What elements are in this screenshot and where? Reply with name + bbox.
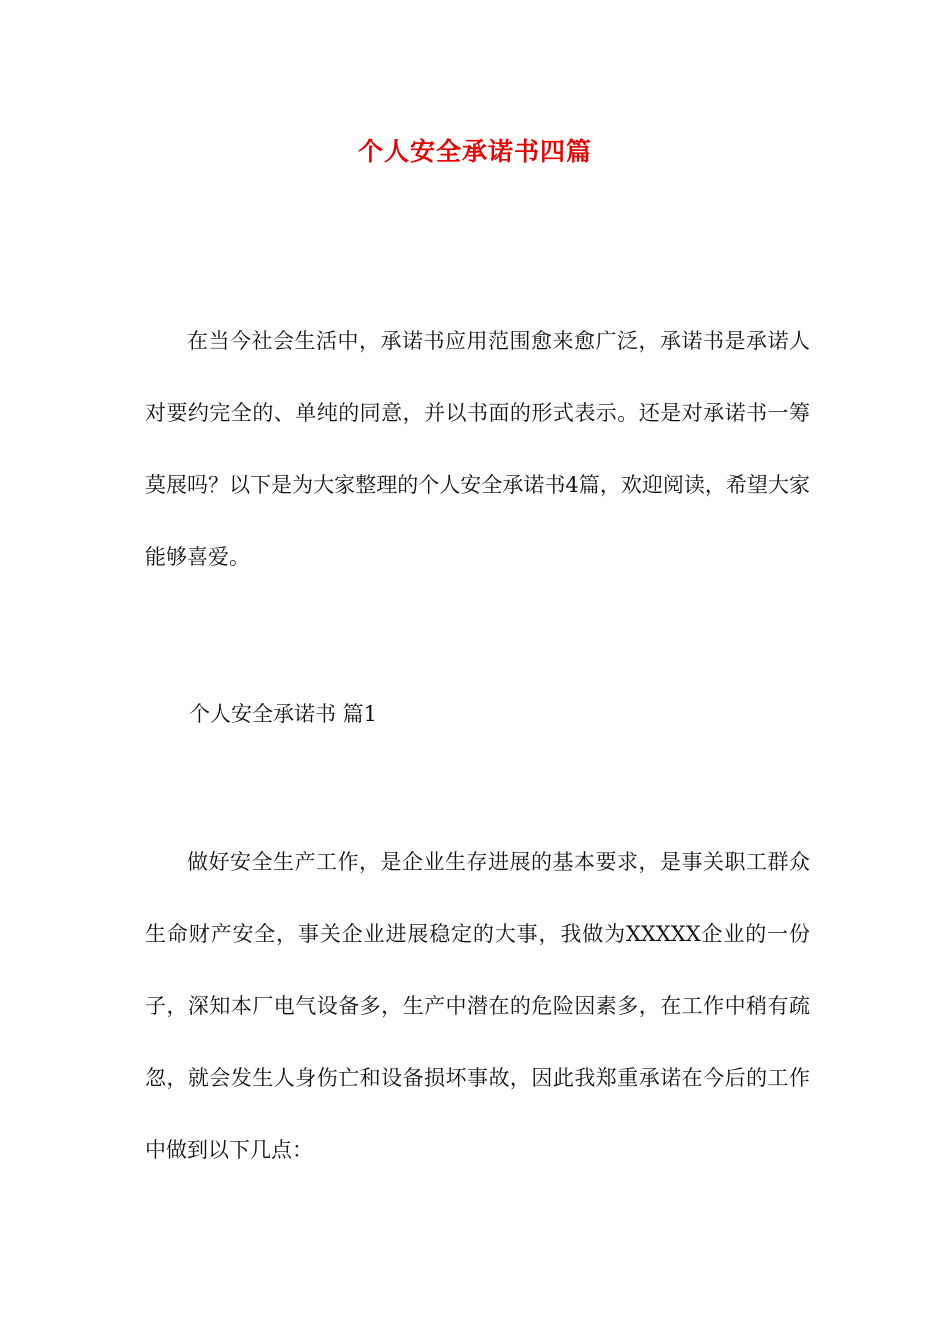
document-title: 个人安全承诺书四篇 — [357, 137, 592, 166]
section-body-paragraph: 做好安全生产工作，是企业生存进展的基本要求，是事关职工群众生命财产安全，事关企业进展稳定的大事，我做为XXXXX企业的一份子，深知本厂电气设备多，生产中潜在的危险因素多，在工作中稍有疏忽，就会发生人身伤亡和设备损坏事故，因此我郑重承诺在今后的工作中做到以下几点： — [145, 850, 810, 1162]
section-heading: 个人安全承诺书 篇1 — [189, 702, 378, 726]
intro-paragraph: 在当今社会生活中，承诺书应用范围愈来愈广泛，承诺书是承诺人对要约完全的、单纯的同意，并以书面的形式表示。还是对承诺书一筹莫展吗？以下是为大家整理的个人安全承诺书4篇，欢迎阅读，希望大家能够喜爱。 — [145, 329, 810, 569]
